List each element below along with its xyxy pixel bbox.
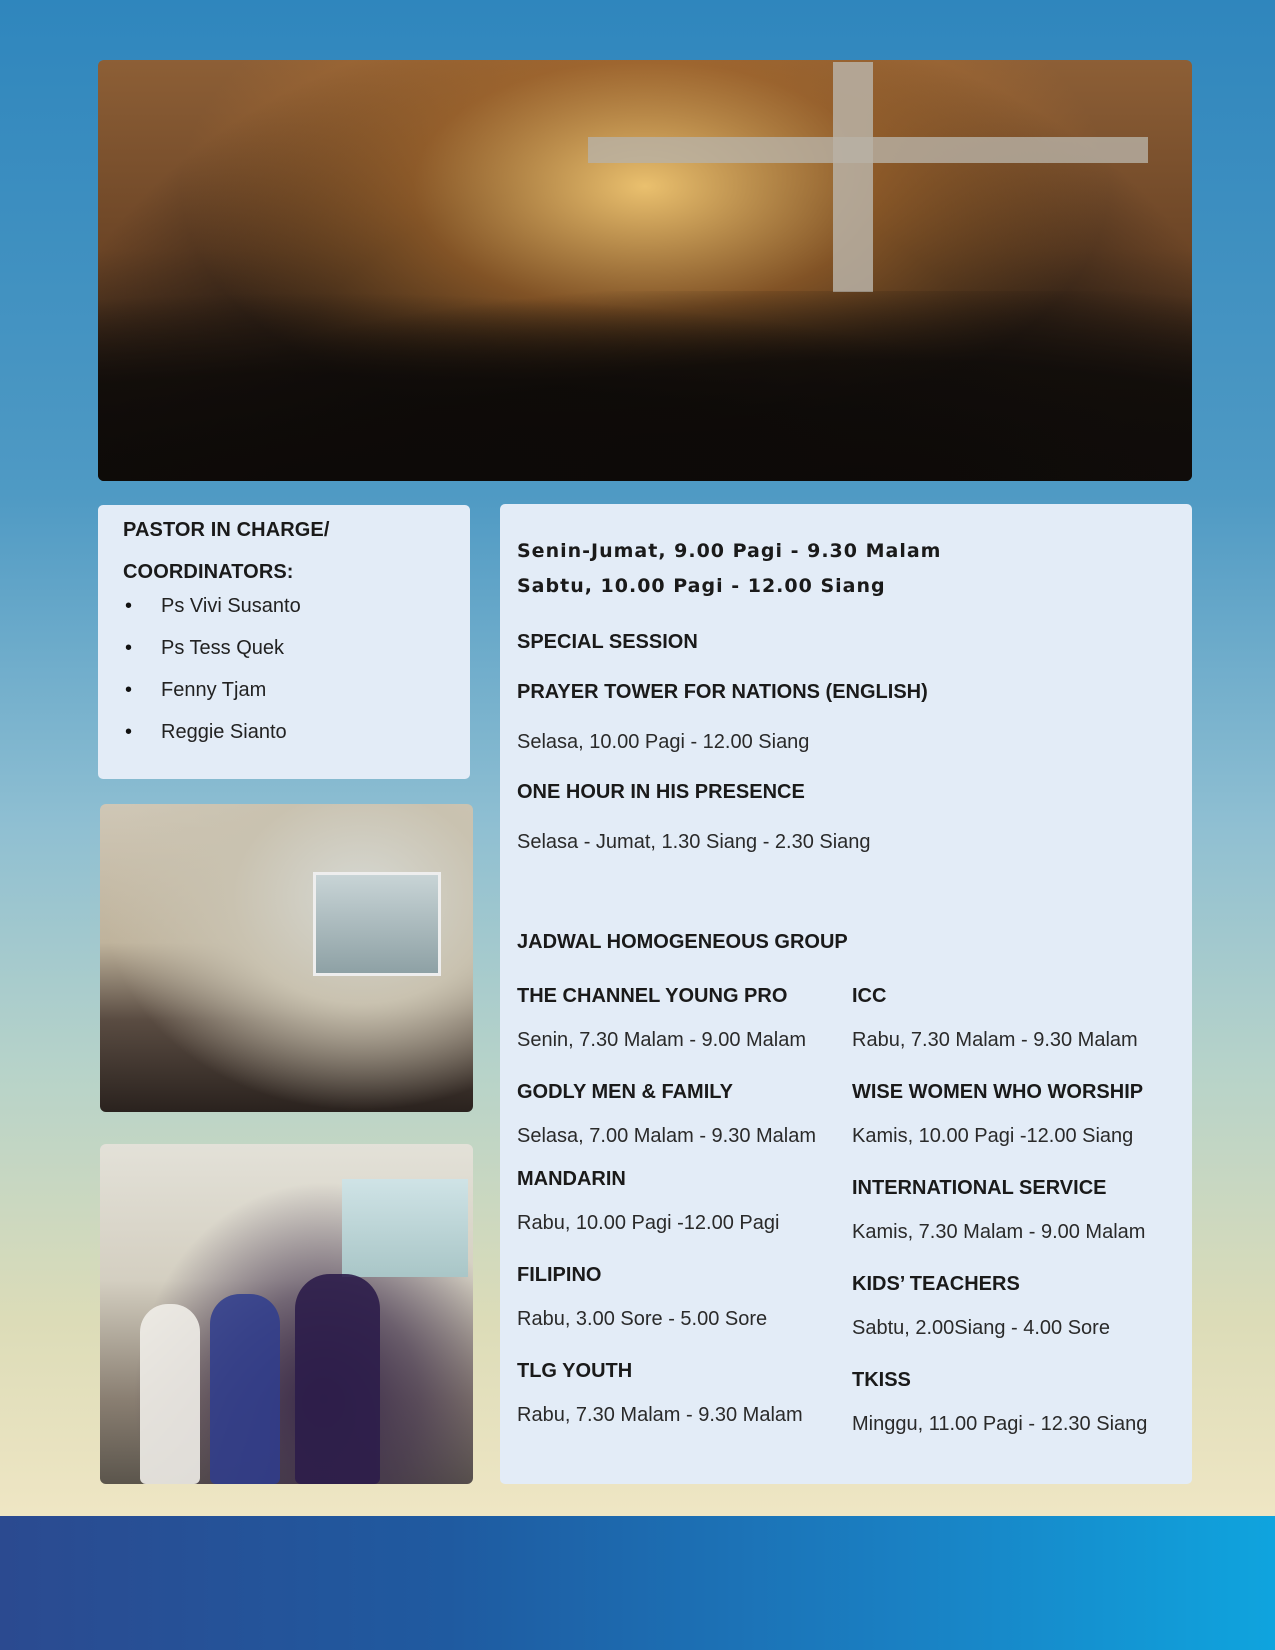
pastor-title-line2: COORDINATORS: [123, 561, 294, 583]
group-time: Minggu, 11.00 Pagi - 12.30 Siang [852, 1413, 1148, 1435]
pastor-title-line1: PASTOR IN CHARGE/ [123, 519, 330, 541]
pastor-card [98, 505, 470, 779]
group-name: MANDARIN [517, 1168, 626, 1190]
group-name: THE CHANNEL YOUNG PRO [517, 985, 788, 1007]
special-session-heading: SPECIAL SESSION [517, 631, 698, 653]
coordinator-item: • Ps Vivi Susanto [123, 595, 301, 637]
group-time: Kamis, 10.00 Pagi -12.00 Siang [852, 1125, 1134, 1147]
projector-screen [313, 872, 441, 976]
group-name: TKISS [852, 1369, 911, 1391]
projector-screen [342, 1179, 468, 1277]
coordinator-item: • Reggie Sianto [123, 721, 301, 763]
group-time: Rabu, 7.30 Malam - 9.30 Malam [852, 1029, 1138, 1051]
group-name: TLG YOUTH [517, 1360, 633, 1382]
group-name: INTERNATIONAL SERVICE [852, 1177, 1107, 1199]
group-time: Sabtu, 2.00Siang - 4.00 Sore [852, 1317, 1110, 1339]
crowd-silhouette [98, 291, 1192, 481]
group-time: Selasa, 7.00 Malam - 9.30 Malam [517, 1125, 817, 1147]
coordinator-list [123, 595, 301, 763]
meeting-room-photo [100, 804, 473, 1112]
coordinator-item: • Ps Tess Quek [123, 637, 301, 679]
group-name: FILIPINO [517, 1264, 602, 1286]
session-title: ONE HOUR IN HIS PRESENCE [517, 781, 805, 803]
group-name: WISE WOMEN WHO WORSHIP [852, 1081, 1144, 1103]
footer-band [0, 1516, 1275, 1650]
hours-weekday: Senin-Jumat, 9.00 Pagi - 9.30 Malam [517, 540, 942, 562]
person-figure [210, 1294, 280, 1484]
group-time: Senin, 7.30 Malam - 9.00 Malam [517, 1029, 807, 1051]
cross-shape [833, 62, 873, 292]
session-time: Selasa, 10.00 Pagi - 12.00 Siang [517, 731, 810, 753]
group-name: ICC [852, 985, 887, 1007]
group-time: Rabu, 10.00 Pagi -12.00 Pagi [517, 1212, 780, 1234]
hours-saturday: Sabtu, 10.00 Pagi - 12.00 Siang [517, 575, 886, 597]
group-name: KIDS’ TEACHERS [852, 1273, 1020, 1295]
person-figure [295, 1274, 380, 1484]
group-time: Rabu, 7.30 Malam - 9.30 Malam [517, 1404, 803, 1426]
session-time: Selasa - Jumat, 1.30 Siang - 2.30 Siang [517, 831, 871, 853]
session-title: PRAYER TOWER FOR NATIONS (ENGLISH) [517, 681, 928, 703]
group-time: Kamis, 7.30 Malam - 9.00 Malam [852, 1221, 1146, 1243]
person-figure [140, 1304, 200, 1484]
group-name: GODLY MEN & FAMILY [517, 1081, 733, 1103]
coordinator-item: • Fenny Tjam [123, 679, 301, 721]
group-time: Rabu, 3.00 Sore - 5.00 Sore [517, 1308, 768, 1330]
schedule-card [500, 504, 1192, 1484]
worship-photo [98, 60, 1192, 481]
group-heading: JADWAL HOMOGENEOUS GROUP [517, 931, 848, 953]
prayer-group-photo [100, 1144, 473, 1484]
